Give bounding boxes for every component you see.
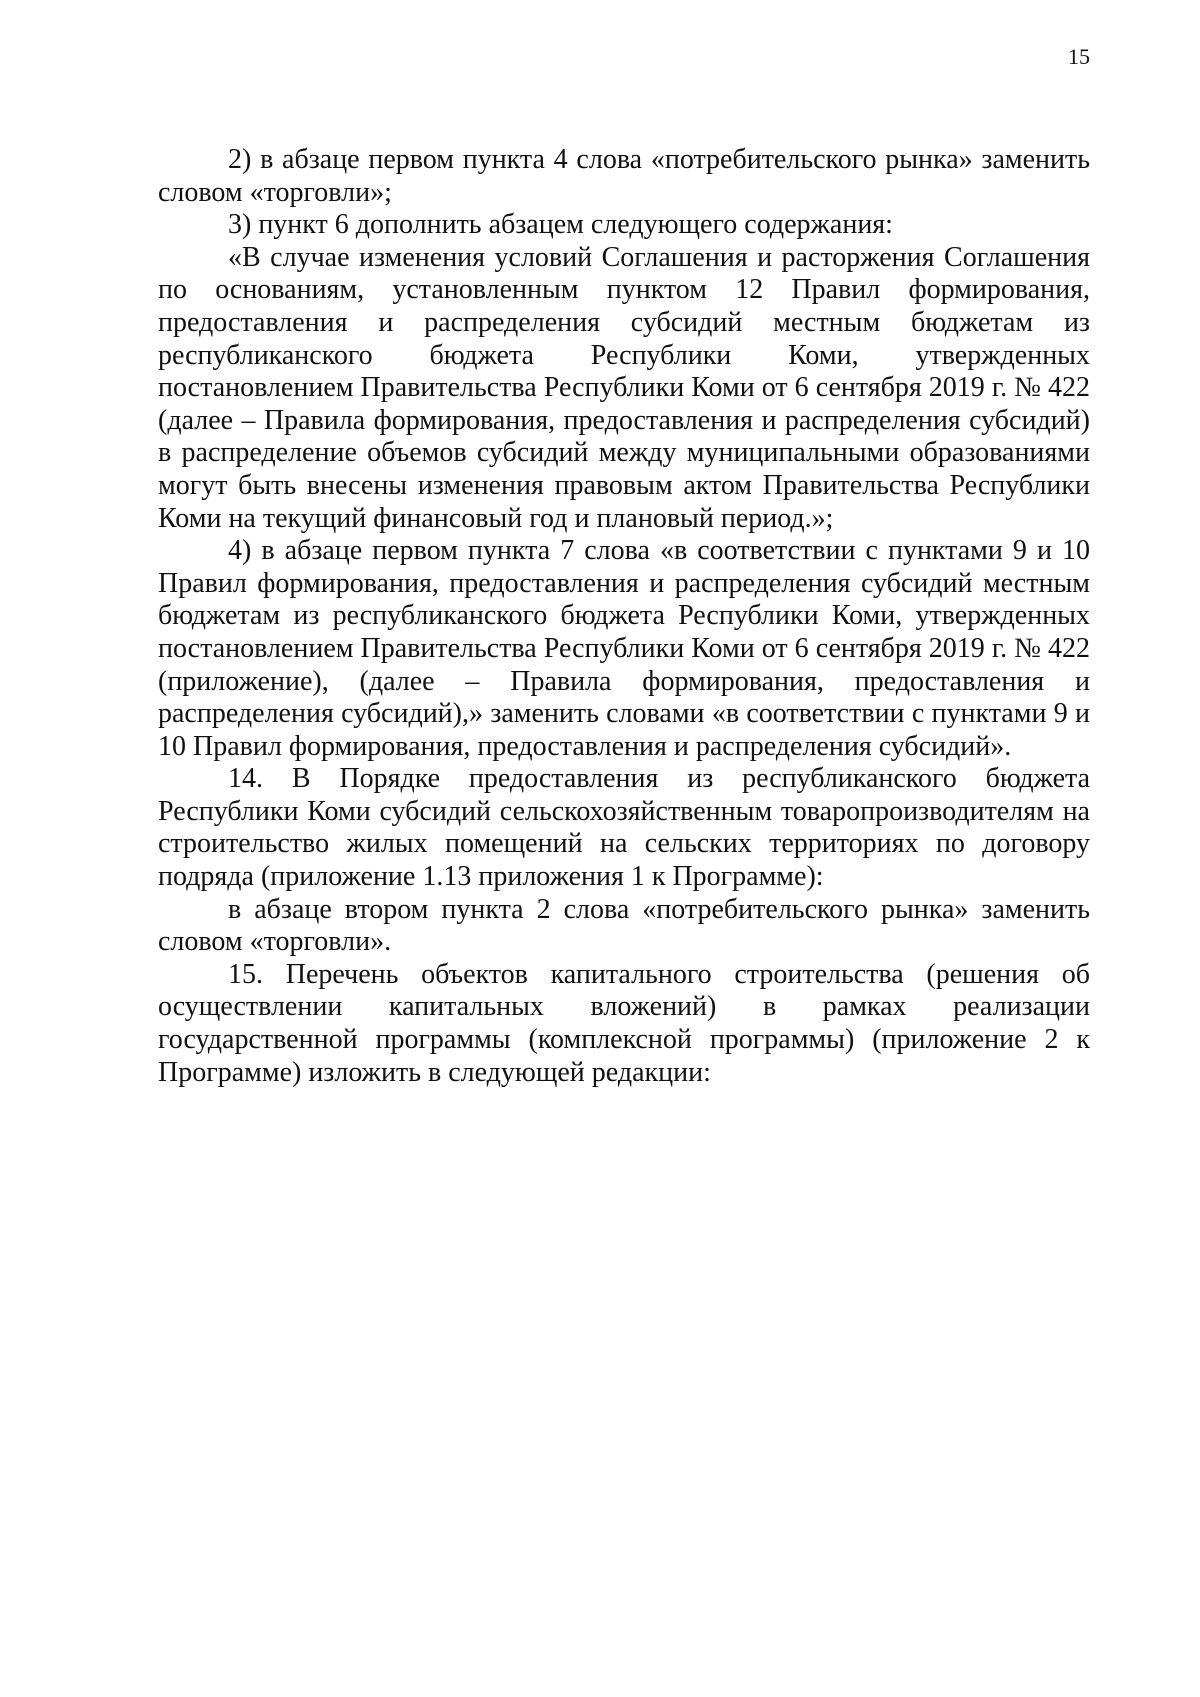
page-number: 15 bbox=[1068, 44, 1090, 69]
paragraph-quoted-text: «В случае изменения условий Соглашения и расторжения Соглашения по основаниям, установленным пунктом 12 Правил формирования, предоставления и распределения субсидий местным бюджетам из республиканского бюджета Республики Коми, утвержденных постановлением Правительства Республики Коми от 6 сентября 2019 г. № 422 (далее – Правила формирования, предоставления и распределения субсидий) в распределение объемов субсидий между муниципальными образованиями могут быть внесены изменения правовым актом Правительства Республики Коми на текущий финансовый год и плановый период.»; bbox=[158, 241, 1090, 534]
paragraph-amendment-2: 2) в абзаце первом пункта 4 слова «потребительского рынка» заменить словом «торговли»; bbox=[158, 144, 1090, 208]
paragraph-amendment-3: 3) пункт 6 дополнить абзацем следующего содержания: bbox=[228, 209, 893, 241]
paragraph-item-14: 14. В Порядке предоставления из республиканского бюджета Республики Коми субсидий сельскохозяйственным товаропроизводителям на строительство жилых помещений на сельских территориях по договору подряда (приложение 1.13 приложения 1 к Программе): bbox=[158, 763, 1090, 893]
document-body bbox=[158, 144, 1090, 1089]
paragraph-item-15: 15. Перечень объектов капитального строительства (решения об осуществлении капитальных вложений) в рамках реализации государственной программы (комплексной программы) (приложение 2 к Программе) изложить в следующей редакции: bbox=[158, 958, 1090, 1088]
paragraph-item-14-detail: в абзаце втором пункта 2 слова «потребительского рынка» заменить словом «торговли». bbox=[158, 893, 1090, 958]
paragraph-amendment-4: 4) в абзаце первом пункта 7 слова «в соответствии с пунктами 9 и 10 Правил формирования, предоставления и распределения субсидий местным бюджетам из республиканского бюджета Республики Коми, утвержденных постановлением Правительства Республики Коми от 6 сентября 2019 г. № 422 (приложение), (далее – Правила формирования, предоставления и распределения субсидий),» заменить словами «в соответствии с пунктами 9 и 10 Правил формирования, предоставления и распределения субсидий». bbox=[158, 535, 1090, 762]
